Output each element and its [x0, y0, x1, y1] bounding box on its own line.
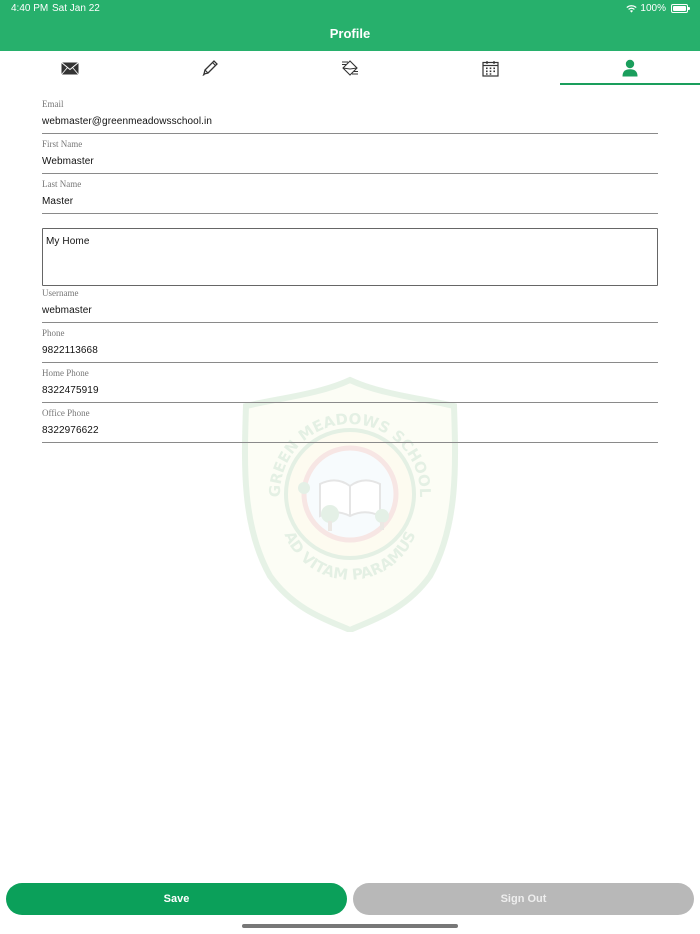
sent-mail-icon — [341, 59, 359, 77]
username-value: webmaster — [42, 305, 92, 316]
calendar-icon — [482, 60, 499, 77]
tab-sent[interactable] — [280, 51, 420, 85]
username-field[interactable] — [42, 288, 658, 323]
office-phone-value: 8322976622 — [42, 425, 99, 436]
email-value: webmaster@greenmeadowsschool.in — [42, 116, 212, 127]
phone-label: Phone — [42, 328, 65, 338]
status-indicators — [626, 3, 688, 14]
pencil-icon — [201, 59, 219, 77]
address-value: My Home — [46, 236, 90, 247]
home-phone-label: Home Phone — [42, 368, 89, 378]
phone-value: 9822113668 — [42, 345, 98, 356]
status-time: 4:40 PM — [11, 3, 49, 14]
address-textarea[interactable] — [42, 228, 658, 286]
save-button[interactable]: Save — [6, 883, 347, 915]
last-name-field[interactable] — [42, 179, 658, 214]
last-name-label: Last Name — [42, 179, 82, 189]
office-phone-label: Office Phone — [42, 408, 90, 418]
battery-icon — [671, 4, 688, 13]
home-phone-field[interactable] — [42, 368, 658, 403]
tab-bar — [0, 51, 700, 85]
email-label: Email — [42, 99, 64, 109]
office-phone-field[interactable] — [42, 408, 658, 443]
home-indicator[interactable] — [242, 924, 458, 928]
crest-bottom-text: AD VITAM PARAMUS — [280, 528, 420, 584]
home-phone-value: 8322475919 — [42, 385, 99, 396]
page-title: Profile — [329, 26, 371, 41]
first-name-label: First Name — [42, 139, 83, 149]
tab-compose[interactable] — [140, 51, 280, 85]
person-icon — [622, 59, 638, 77]
crest-top-text: GREEN MEADOWS SCHOOL — [265, 409, 435, 498]
first-name-value: Webmaster — [42, 156, 94, 167]
wifi-icon — [626, 5, 637, 13]
sign-out-button[interactable]: Sign Out — [353, 883, 694, 915]
tab-calendar[interactable] — [420, 51, 560, 85]
envelope-icon — [61, 62, 79, 75]
status-date: Sat Jan 22 — [52, 3, 100, 14]
email-field[interactable] — [42, 99, 658, 134]
app-header — [0, 0, 700, 51]
battery-percent: 100% — [640, 3, 666, 14]
tab-messages[interactable] — [0, 51, 140, 85]
username-label: Username — [42, 288, 79, 298]
last-name-value: Master — [42, 196, 74, 207]
phone-field[interactable] — [42, 328, 658, 363]
first-name-field[interactable] — [42, 139, 658, 174]
status-bar — [0, 0, 700, 18]
tab-profile[interactable] — [560, 51, 700, 85]
